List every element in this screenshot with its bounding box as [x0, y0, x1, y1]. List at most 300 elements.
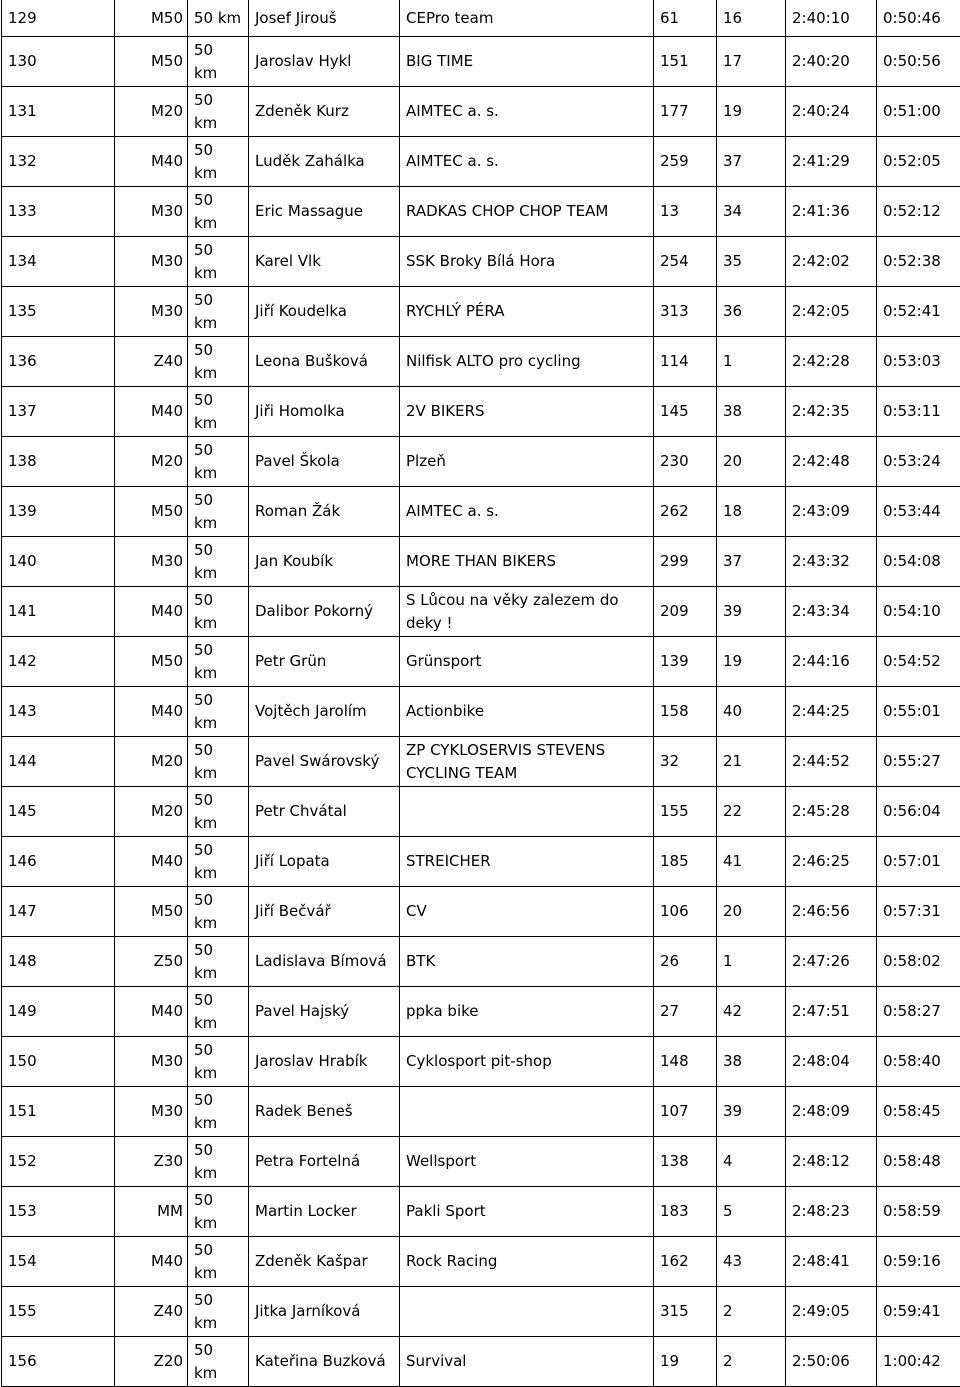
finish-time-cell — [786, 1087, 877, 1137]
category-place-text: 35 — [723, 252, 742, 270]
category-place-cell — [717, 0, 786, 37]
category-text: Z40 — [154, 352, 183, 370]
category-place-cell — [717, 887, 786, 937]
category-place-text: 2 — [723, 1302, 733, 1320]
category-place-text: 43 — [723, 1252, 742, 1270]
category-text: M30 — [151, 202, 183, 220]
start-number-text: 13 — [660, 202, 679, 220]
distance-cell — [188, 387, 249, 437]
rank-text: 132 — [8, 152, 37, 170]
category-cell — [115, 337, 188, 387]
rider-name-cell — [249, 87, 400, 137]
finish-time-cell — [786, 87, 877, 137]
table-row — [2, 1187, 960, 1237]
rider-name-text: Jitka Jarníková — [255, 1302, 360, 1320]
finish-time-text: 2:41:36 — [792, 202, 850, 220]
rider-name-text: Karel Vlk — [255, 252, 321, 270]
category-text: M40 — [151, 402, 183, 420]
rider-name-text: Pavel Škola — [255, 452, 340, 470]
time-gap-text: 0:52:12 — [883, 202, 941, 220]
time-gap-cell — [877, 287, 960, 337]
time-gap-cell — [877, 37, 960, 87]
team-text: Grünsport — [406, 650, 649, 673]
distance-cell — [188, 487, 249, 537]
category-place-text: 41 — [723, 852, 742, 870]
category-place-text: 17 — [723, 52, 742, 70]
start-number-cell — [654, 387, 717, 437]
category-place-text: 1 — [723, 352, 733, 370]
category-cell — [115, 1287, 188, 1337]
start-number-cell — [654, 1237, 717, 1287]
category-place-text: 5 — [723, 1202, 733, 1220]
team-cell — [400, 187, 654, 237]
start-number-cell — [654, 437, 717, 487]
category-place-cell — [717, 337, 786, 387]
team-text: S Lůcou na věky zalezem do deky ! — [406, 589, 649, 635]
start-number-text: 254 — [660, 252, 689, 270]
category-place-cell — [717, 187, 786, 237]
category-text: M50 — [151, 502, 183, 520]
team-cell — [400, 1037, 654, 1087]
time-gap-cell — [877, 0, 960, 37]
rider-name-cell — [249, 1137, 400, 1187]
rank-text: 145 — [8, 802, 37, 820]
rank-text: 152 — [8, 1152, 37, 1170]
start-number-cell — [654, 887, 717, 937]
start-number-text: 299 — [660, 552, 689, 570]
time-gap-cell — [877, 1087, 960, 1137]
category-cell — [115, 387, 188, 437]
rider-name-cell — [249, 1087, 400, 1137]
category-place-cell — [717, 787, 786, 837]
rank-text: 149 — [8, 1002, 37, 1020]
table-row — [2, 537, 960, 587]
rider-name-text: Pavel Hajský — [255, 1002, 349, 1020]
time-gap-cell — [877, 1037, 960, 1087]
distance-cell — [188, 37, 249, 87]
category-text: M20 — [151, 102, 183, 120]
category-cell — [115, 937, 188, 987]
start-number-cell — [654, 1037, 717, 1087]
distance-text: 50 km — [194, 339, 224, 385]
category-cell — [115, 887, 188, 937]
team-cell — [400, 487, 654, 537]
table-row — [2, 887, 960, 937]
rank-text: 144 — [8, 752, 37, 770]
table-row — [2, 437, 960, 487]
category-text: M40 — [151, 152, 183, 170]
time-gap-text: 0:58:45 — [883, 1102, 941, 1120]
time-gap-cell — [877, 837, 960, 887]
start-number-cell — [654, 987, 717, 1037]
start-number-cell — [654, 837, 717, 887]
team-text: Cyklosport pit-shop — [406, 1050, 649, 1073]
finish-time-cell — [786, 1237, 877, 1287]
results-table — [1, 0, 960, 1387]
team-text: RYCHLÝ PÉRA — [406, 300, 649, 323]
team-text: CEPro team — [406, 7, 649, 30]
team-text: STREICHER — [406, 850, 649, 873]
rider-name-text: Vojtěch Jarolím — [255, 702, 367, 720]
rank-text: 129 — [8, 9, 37, 27]
rank-cell — [2, 237, 115, 287]
time-gap-cell — [877, 587, 960, 637]
rider-name-text: Kateřina Buzková — [255, 1352, 386, 1370]
start-number-text: 315 — [660, 1302, 689, 1320]
category-text: M40 — [151, 1002, 183, 1020]
category-place-cell — [717, 1087, 786, 1137]
team-cell — [400, 887, 654, 937]
distance-text: 50 km — [194, 839, 224, 885]
category-cell — [115, 537, 188, 587]
start-number-cell — [654, 87, 717, 137]
rank-cell — [2, 937, 115, 987]
rank-cell — [2, 1137, 115, 1187]
distance-cell — [188, 1287, 249, 1337]
team-text: Wellsport — [406, 1150, 649, 1173]
team-cell — [400, 1087, 654, 1137]
rider-name-text: Jiří Koudelka — [255, 302, 347, 320]
distance-cell — [188, 737, 249, 787]
time-gap-cell — [877, 237, 960, 287]
start-number-text: 139 — [660, 652, 689, 670]
team-cell — [400, 437, 654, 487]
category-cell — [115, 1137, 188, 1187]
distance-cell — [188, 587, 249, 637]
time-gap-cell — [877, 887, 960, 937]
rider-name-text: Josef Jirouš — [255, 9, 337, 27]
team-text: 2V BIKERS — [406, 400, 649, 423]
rank-cell — [2, 487, 115, 537]
finish-time-cell — [786, 1187, 877, 1237]
rank-text: 137 — [8, 402, 37, 420]
rider-name-text: Petr Grün — [255, 652, 326, 670]
rider-name-cell — [249, 537, 400, 587]
category-place-text: 36 — [723, 302, 742, 320]
team-cell — [400, 137, 654, 187]
category-text: M30 — [151, 552, 183, 570]
time-gap-cell — [877, 1237, 960, 1287]
rank-text: 147 — [8, 902, 37, 920]
team-text: BTK — [406, 950, 649, 973]
category-cell — [115, 187, 188, 237]
category-place-text: 38 — [723, 1052, 742, 1070]
rank-cell — [2, 187, 115, 237]
start-number-text: 262 — [660, 502, 689, 520]
finish-time-cell — [786, 1037, 877, 1087]
table-row — [2, 237, 960, 287]
time-gap-cell — [877, 937, 960, 987]
rank-text: 155 — [8, 1302, 37, 1320]
table-row — [2, 937, 960, 987]
team-cell — [400, 1337, 654, 1387]
rider-name-cell — [249, 837, 400, 887]
start-number-cell — [654, 237, 717, 287]
distance-cell — [188, 987, 249, 1037]
rank-text: 153 — [8, 1202, 37, 1220]
distance-text: 50 km — [194, 739, 224, 785]
start-number-cell — [654, 587, 717, 637]
rider-name-cell — [249, 937, 400, 987]
category-cell — [115, 37, 188, 87]
rank-cell — [2, 37, 115, 87]
start-number-text: 259 — [660, 152, 689, 170]
rank-text: 143 — [8, 702, 37, 720]
category-text: M20 — [151, 752, 183, 770]
start-number-text: 230 — [660, 452, 689, 470]
rank-text: 134 — [8, 252, 37, 270]
category-place-text: 19 — [723, 102, 742, 120]
rider-name-cell — [249, 637, 400, 687]
start-number-cell — [654, 1287, 717, 1337]
start-number-cell — [654, 1187, 717, 1237]
team-text: AIMTEC a. s. — [406, 150, 649, 173]
start-number-cell — [654, 187, 717, 237]
distance-text: 50 km — [194, 9, 241, 27]
distance-text: 50 km — [194, 39, 224, 85]
category-text: M30 — [151, 1102, 183, 1120]
finish-time-text: 2:42:48 — [792, 452, 850, 470]
category-place-cell — [717, 587, 786, 637]
category-cell — [115, 0, 188, 37]
distance-text: 50 km — [194, 139, 224, 185]
start-number-text: 106 — [660, 902, 689, 920]
category-text: M50 — [151, 52, 183, 70]
time-gap-text: 0:53:24 — [883, 452, 941, 470]
category-text: M40 — [151, 852, 183, 870]
table-row — [2, 37, 960, 87]
distance-cell — [188, 337, 249, 387]
start-number-text: 162 — [660, 1252, 689, 1270]
rank-text: 141 — [8, 602, 37, 620]
start-number-text: 26 — [660, 952, 679, 970]
finish-time-cell — [786, 1337, 877, 1387]
distance-text: 50 km — [194, 1039, 224, 1085]
rank-text: 154 — [8, 1252, 37, 1270]
category-place-text: 39 — [723, 602, 742, 620]
rider-name-cell — [249, 887, 400, 937]
distance-cell — [188, 1237, 249, 1287]
table-row — [2, 287, 960, 337]
category-place-text: 16 — [723, 9, 742, 27]
rider-name-cell — [249, 1187, 400, 1237]
distance-cell — [188, 887, 249, 937]
distance-cell — [188, 0, 249, 37]
finish-time-cell — [786, 737, 877, 787]
start-number-text: 158 — [660, 702, 689, 720]
team-cell — [400, 637, 654, 687]
table-row — [2, 487, 960, 537]
distance-cell — [188, 187, 249, 237]
category-place-cell — [717, 37, 786, 87]
distance-text: 50 km — [194, 689, 224, 735]
team-text: ppka bike — [406, 1000, 649, 1023]
distance-text: 50 km — [194, 489, 224, 535]
rank-cell — [2, 687, 115, 737]
table-row — [2, 387, 960, 437]
finish-time-text: 2:46:25 — [792, 852, 850, 870]
category-cell — [115, 787, 188, 837]
finish-time-cell — [786, 37, 877, 87]
category-cell — [115, 737, 188, 787]
time-gap-text: 0:58:27 — [883, 1002, 941, 1020]
category-cell — [115, 137, 188, 187]
time-gap-text: 0:57:01 — [883, 852, 941, 870]
time-gap-cell — [877, 1287, 960, 1337]
time-gap-text: 0:59:41 — [883, 1302, 941, 1320]
time-gap-cell — [877, 537, 960, 587]
time-gap-text: 0:55:01 — [883, 702, 941, 720]
finish-time-cell — [786, 0, 877, 37]
rank-cell — [2, 787, 115, 837]
rank-cell — [2, 887, 115, 937]
table-row — [2, 1037, 960, 1087]
time-gap-cell — [877, 87, 960, 137]
team-text: Survival — [406, 1350, 649, 1373]
table-row — [2, 637, 960, 687]
rank-text: 136 — [8, 352, 37, 370]
table-row — [2, 787, 960, 837]
rank-cell — [2, 1337, 115, 1387]
finish-time-cell — [786, 637, 877, 687]
distance-text: 50 km — [194, 1139, 224, 1185]
category-cell — [115, 687, 188, 737]
team-text: AIMTEC a. s. — [406, 500, 649, 523]
team-cell — [400, 1187, 654, 1237]
category-place-cell — [717, 1187, 786, 1237]
time-gap-cell — [877, 387, 960, 437]
time-gap-cell — [877, 437, 960, 487]
finish-time-text: 2:50:06 — [792, 1352, 850, 1370]
start-number-cell — [654, 337, 717, 387]
category-text: M30 — [151, 252, 183, 270]
start-number-text: 209 — [660, 602, 689, 620]
category-text: M30 — [151, 302, 183, 320]
start-number-text: 138 — [660, 1152, 689, 1170]
team-cell — [400, 387, 654, 437]
rider-name-cell — [249, 1337, 400, 1387]
rank-cell — [2, 537, 115, 587]
team-cell — [400, 1137, 654, 1187]
category-cell — [115, 587, 188, 637]
table-row — [2, 87, 960, 137]
category-place-cell — [717, 1287, 786, 1337]
start-number-text: 177 — [660, 102, 689, 120]
distance-cell — [188, 687, 249, 737]
finish-time-cell — [786, 987, 877, 1037]
finish-time-text: 2:48:09 — [792, 1102, 850, 1120]
category-cell — [115, 437, 188, 487]
time-gap-text: 0:52:05 — [883, 152, 941, 170]
finish-time-text: 2:40:20 — [792, 52, 850, 70]
category-place-cell — [717, 687, 786, 737]
distance-text: 50 km — [194, 389, 224, 435]
rider-name-cell — [249, 587, 400, 637]
category-cell — [115, 87, 188, 137]
finish-time-cell — [786, 337, 877, 387]
time-gap-cell — [877, 787, 960, 837]
finish-time-cell — [786, 837, 877, 887]
time-gap-cell — [877, 987, 960, 1037]
finish-time-cell — [786, 787, 877, 837]
distance-text: 50 km — [194, 589, 224, 635]
distance-cell — [188, 787, 249, 837]
rider-name-text: Jaroslav Hrabík — [255, 1052, 367, 1070]
start-number-cell — [654, 1337, 717, 1387]
rank-text: 130 — [8, 52, 37, 70]
time-gap-cell — [877, 337, 960, 387]
start-number-cell — [654, 487, 717, 537]
category-text: M50 — [151, 9, 183, 27]
rider-name-text: Martin Locker — [255, 1202, 357, 1220]
finish-time-cell — [786, 587, 877, 637]
category-place-cell — [717, 387, 786, 437]
distance-cell — [188, 837, 249, 887]
distance-cell — [188, 237, 249, 287]
finish-time-cell — [786, 887, 877, 937]
category-text: M40 — [151, 702, 183, 720]
time-gap-text: 0:53:11 — [883, 402, 941, 420]
distance-text: 50 km — [194, 1339, 224, 1385]
finish-time-cell — [786, 1287, 877, 1337]
rider-name-text: Leona Bušková — [255, 352, 368, 370]
finish-time-text: 2:44:25 — [792, 702, 850, 720]
finish-time-text: 2:41:29 — [792, 152, 850, 170]
category-place-cell — [717, 1237, 786, 1287]
start-number-text: 32 — [660, 752, 679, 770]
time-gap-text: 0:59:16 — [883, 1252, 941, 1270]
rider-name-text: Ladislava Bímová — [255, 952, 387, 970]
rider-name-cell — [249, 0, 400, 37]
finish-time-text: 2:48:04 — [792, 1052, 850, 1070]
time-gap-text: 0:58:40 — [883, 1052, 941, 1070]
category-text: MM — [157, 1202, 183, 1220]
rider-name-text: Jan Koubík — [255, 552, 333, 570]
category-place-text: 40 — [723, 702, 742, 720]
category-cell — [115, 637, 188, 687]
distance-cell — [188, 287, 249, 337]
rider-name-cell — [249, 1287, 400, 1337]
distance-cell — [188, 1337, 249, 1387]
table-row — [2, 337, 960, 387]
table-row — [2, 987, 960, 1037]
start-number-text: 145 — [660, 402, 689, 420]
rider-name-text: Petr Chvátal — [255, 802, 347, 820]
start-number-text: 107 — [660, 1102, 689, 1120]
category-place-cell — [717, 737, 786, 787]
team-cell — [400, 687, 654, 737]
team-cell — [400, 87, 654, 137]
time-gap-text: 0:57:31 — [883, 902, 941, 920]
category-place-text: 38 — [723, 402, 742, 420]
start-number-cell — [654, 287, 717, 337]
finish-time-cell — [786, 1137, 877, 1187]
start-number-cell — [654, 137, 717, 187]
rank-cell — [2, 87, 115, 137]
distance-text: 50 km — [194, 1089, 224, 1135]
rider-name-text: Eric Massague — [255, 202, 363, 220]
team-text: Rock Racing — [406, 1250, 649, 1273]
table-row — [2, 1087, 960, 1137]
start-number-text: 313 — [660, 302, 689, 320]
category-text: M40 — [151, 1252, 183, 1270]
start-number-cell — [654, 637, 717, 687]
time-gap-text: 0:53:44 — [883, 502, 941, 520]
rider-name-cell — [249, 137, 400, 187]
category-place-text: 19 — [723, 652, 742, 670]
time-gap-text: 0:58:02 — [883, 952, 941, 970]
category-place-text: 22 — [723, 802, 742, 820]
